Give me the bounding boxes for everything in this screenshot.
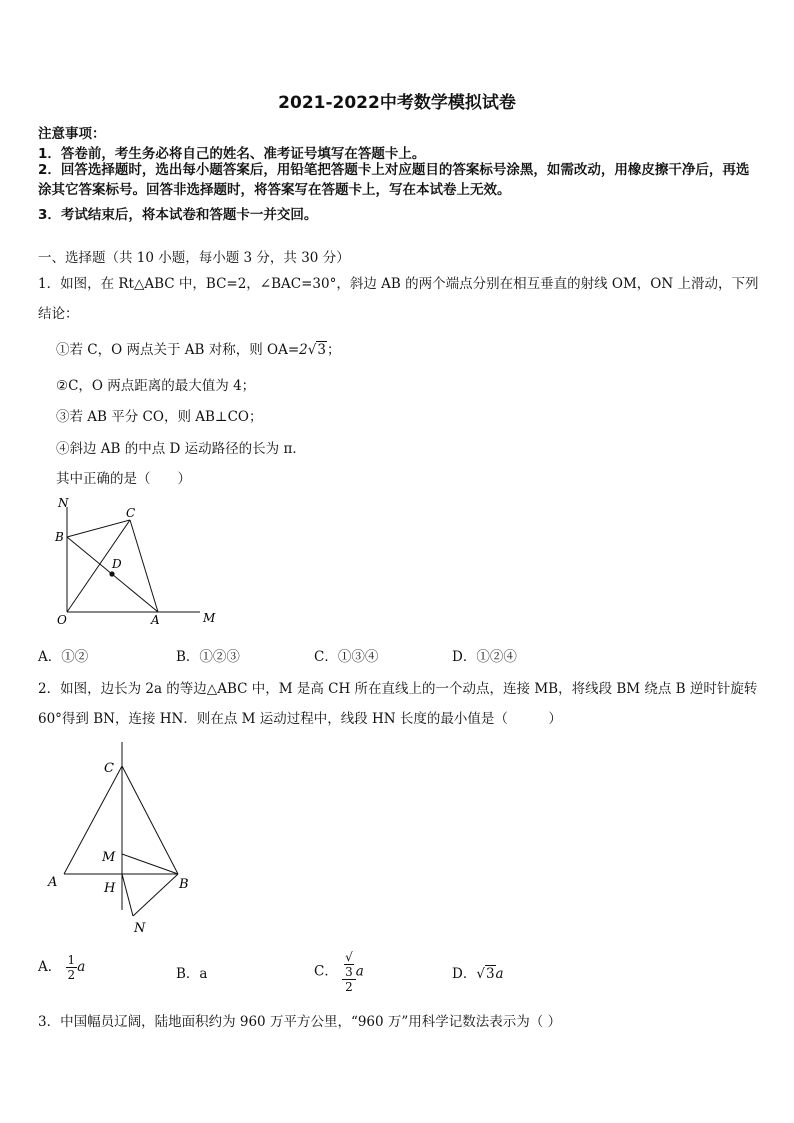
- fraction: √ 3 2: [342, 950, 356, 994]
- q2-figure: [40, 738, 210, 938]
- fraction: $\frac{1}{2}$: [67, 953, 76, 982]
- label-m: M: [203, 611, 216, 625]
- label-m: M: [102, 850, 116, 865]
- label-b: B: [55, 530, 64, 544]
- point-d: [109, 571, 114, 576]
- q2-option-d[interactable]: D．√3a: [452, 966, 504, 982]
- label-o: O: [57, 613, 67, 627]
- q1-stem-line1: 1．如图，在 Rt△ABC 中，BC=2，∠BAC=30°，斜边 AB 的两个端点分别在相互垂直的射线 OM，ON 上滑动，下列: [38, 276, 759, 292]
- label-b: B: [179, 877, 189, 892]
- label-n: N: [134, 921, 146, 936]
- q2-stem-line1: 2．如图，边长为 2a 的等边△ABC 中，M 是高 CH 所在直线上的一个动点，连接 MB，将线段 BM 绕点 B 逆时针旋转: [38, 681, 758, 697]
- label-a: A: [151, 613, 160, 627]
- side-bc: [122, 766, 178, 874]
- label-h: H: [104, 881, 116, 896]
- q1-ask: 其中正确的是（ ）: [56, 471, 191, 487]
- q1-option-c[interactable]: C．①③④: [314, 649, 379, 665]
- q2-option-c[interactable]: C． √ 3 2 a: [314, 950, 364, 994]
- notice-item-1: 1．答卷前，考生务必将自己的姓名、准考证号填写在答题卡上。: [38, 146, 426, 162]
- sqrt-symbol: √: [345, 950, 353, 964]
- sqrt-symbol: √: [476, 966, 485, 982]
- q1-conclusion-4: ④斜边 AB 的中点 D 运动路径的长为 π．: [56, 441, 306, 457]
- q1-conclusion-1: ①若 C，O 两点关于 AB 对称，则 OA=2√3；: [56, 342, 341, 358]
- q1-option-b[interactable]: B．①②③: [176, 649, 240, 665]
- segment-hn: [122, 874, 133, 916]
- notice-item-2: 2．回答选择题时，选出每小题答案后，用铅笔把答题卡上对应题目的答案标号涂黑，如需改动，用橡皮擦干净后，再选涂其它答案标号。回答非选择题时，将答案写在答题卡上，写在本试卷上无效。: [38, 162, 750, 198]
- label-c: C: [126, 506, 136, 520]
- sqrt-symbol: √: [307, 342, 317, 358]
- label-d: D: [112, 557, 122, 571]
- page-title: 2021-2022中考数学模拟试卷: [278, 93, 516, 113]
- q2-option-b[interactable]: B．a: [176, 966, 208, 982]
- label-n: N: [58, 496, 69, 510]
- q2-option-a[interactable]: A． $\frac{1}{2}$ a: [38, 953, 86, 982]
- segment-bn: [133, 874, 178, 916]
- section-heading: 一、选择题（共 10 小题，每小题 3 分，共 30 分）: [38, 250, 350, 266]
- q1-conclusion-3: ③若 AB 平分 CO，则 AB⊥CO；: [56, 409, 263, 425]
- notice-heading: 注意事项：: [38, 126, 106, 142]
- q1-conclusion-2: ②C，O 两点距离的最大值为 4；: [56, 378, 256, 394]
- label-a: A: [48, 875, 58, 890]
- q1-figure: [50, 495, 230, 630]
- q1-option-d[interactable]: D．①②④: [452, 649, 517, 665]
- q3-stem: 3．中国幅员辽阔，陆地面积约为 960 万平方公里，“960 万”用科学记数法表示为（ ）: [38, 1014, 562, 1030]
- q1-stem-line2: 结论：: [38, 306, 79, 322]
- q1-option-a[interactable]: A．①②: [38, 649, 89, 665]
- segment-ca: [130, 520, 158, 612]
- notice-item-3: 3．考试结束后，将本试卷和答题卡一并交回。: [38, 207, 318, 223]
- label-c: C: [104, 761, 114, 776]
- q2-stem-line2: 60°得到 BN，连接 HN．则在点 M 运动过程中，线段 HN 长度的最小值是（ ）: [38, 711, 562, 727]
